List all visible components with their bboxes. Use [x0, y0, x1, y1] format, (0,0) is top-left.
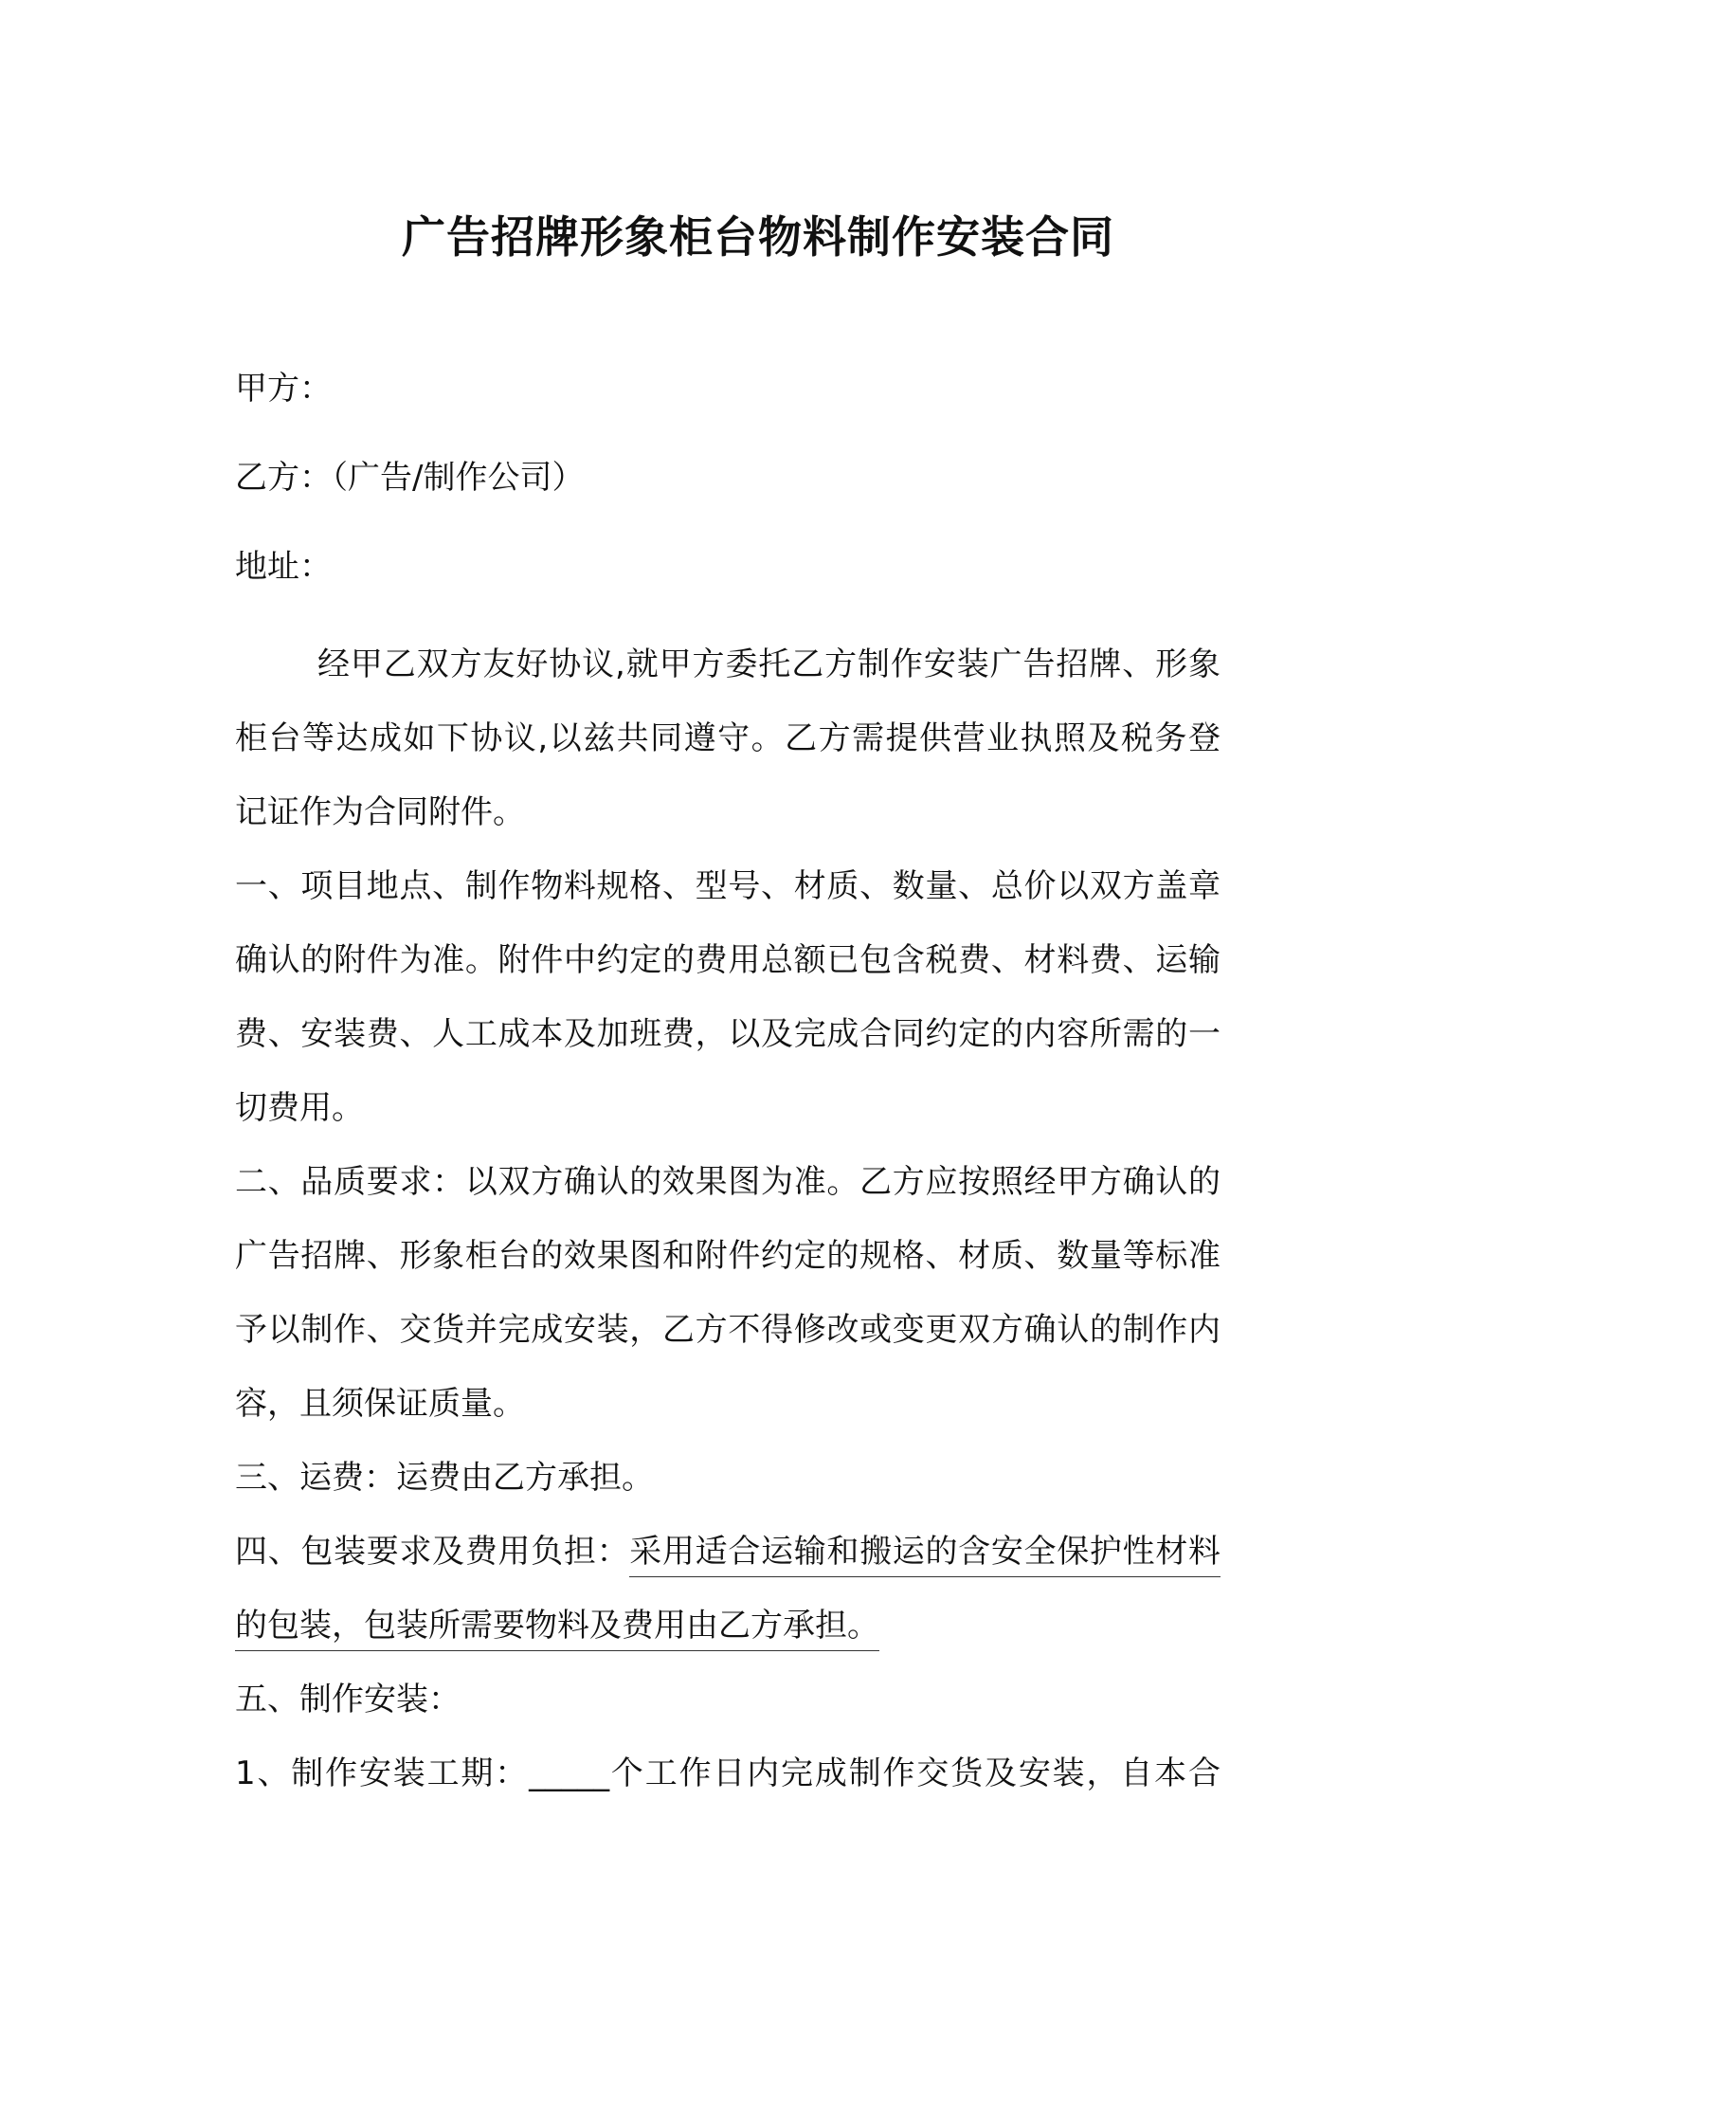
clause-5-heading: 五、制作安装： — [235, 1681, 461, 1718]
clause-1-line: 费、安装费、人工成本及加班费，以及完成合同约定的内容所需的一 — [235, 1015, 1221, 1053]
clause-1-line: 一、项目地点、制作物料规格、型号、材质、数量、总价以双方盖章 — [235, 867, 1221, 905]
clause-4-underlined-text: 的包装，包装所需要物料及费用由乙方承担。 — [235, 1607, 879, 1651]
clause-4-line — [235, 1599, 1221, 1645]
address-label: 地址： — [235, 548, 332, 586]
clause-5-item-1 — [235, 1747, 1221, 1793]
clause-4-line — [235, 1525, 1221, 1572]
clause-5-item-1-prefix: 1、制作安装工期： — [235, 1754, 530, 1792]
clause-2-line: 二、品质要求：以双方确认的效果图为准。乙方应按照经甲方确认的 — [235, 1163, 1221, 1201]
intro-line: 柜台等达成如下协议,以兹共同遵守。乙方需提供营业执照及税务登 — [235, 719, 1221, 757]
clause-1-line: 确认的附件为准。附件中约定的费用总额已包含税费、材料费、运输 — [235, 941, 1221, 979]
clause-1-line: 切费用。 — [235, 1089, 364, 1127]
clause-2-line: 予以制作、交货并完成安装，乙方不得修改或变更双方确认的制作内 — [235, 1311, 1221, 1349]
intro-line: 经甲乙双方友好协议,就甲方委托乙方制作安装广告招牌、形象 — [317, 645, 1221, 683]
clause-4-prefix: 四、包装要求及费用负担： — [235, 1533, 630, 1571]
clause-5-item-1-suffix: 个工作日内完成制作交货及安装，自本合 — [609, 1754, 1221, 1792]
clause-4-underlined-text: 采用适合运输和搬运的含安全保护性材料 — [629, 1533, 1221, 1577]
clause-2-line: 容，且须保证质量。 — [235, 1385, 525, 1423]
clause-3-line: 三、运费：运费由乙方承担。 — [235, 1459, 654, 1497]
blank-fill-line: _____ — [529, 1754, 610, 1792]
intro-line: 记证作为合同附件。 — [235, 793, 525, 831]
party-b-label: 乙方：（广告/制作公司） — [235, 459, 585, 497]
party-a-label: 甲方： — [235, 370, 332, 408]
document-title: 广告招牌形象柜台物料制作安装合同 — [402, 211, 1114, 263]
clause-2-line: 广告招牌、形象柜台的效果图和附件约定的规格、材质、数量等标准 — [235, 1237, 1221, 1275]
